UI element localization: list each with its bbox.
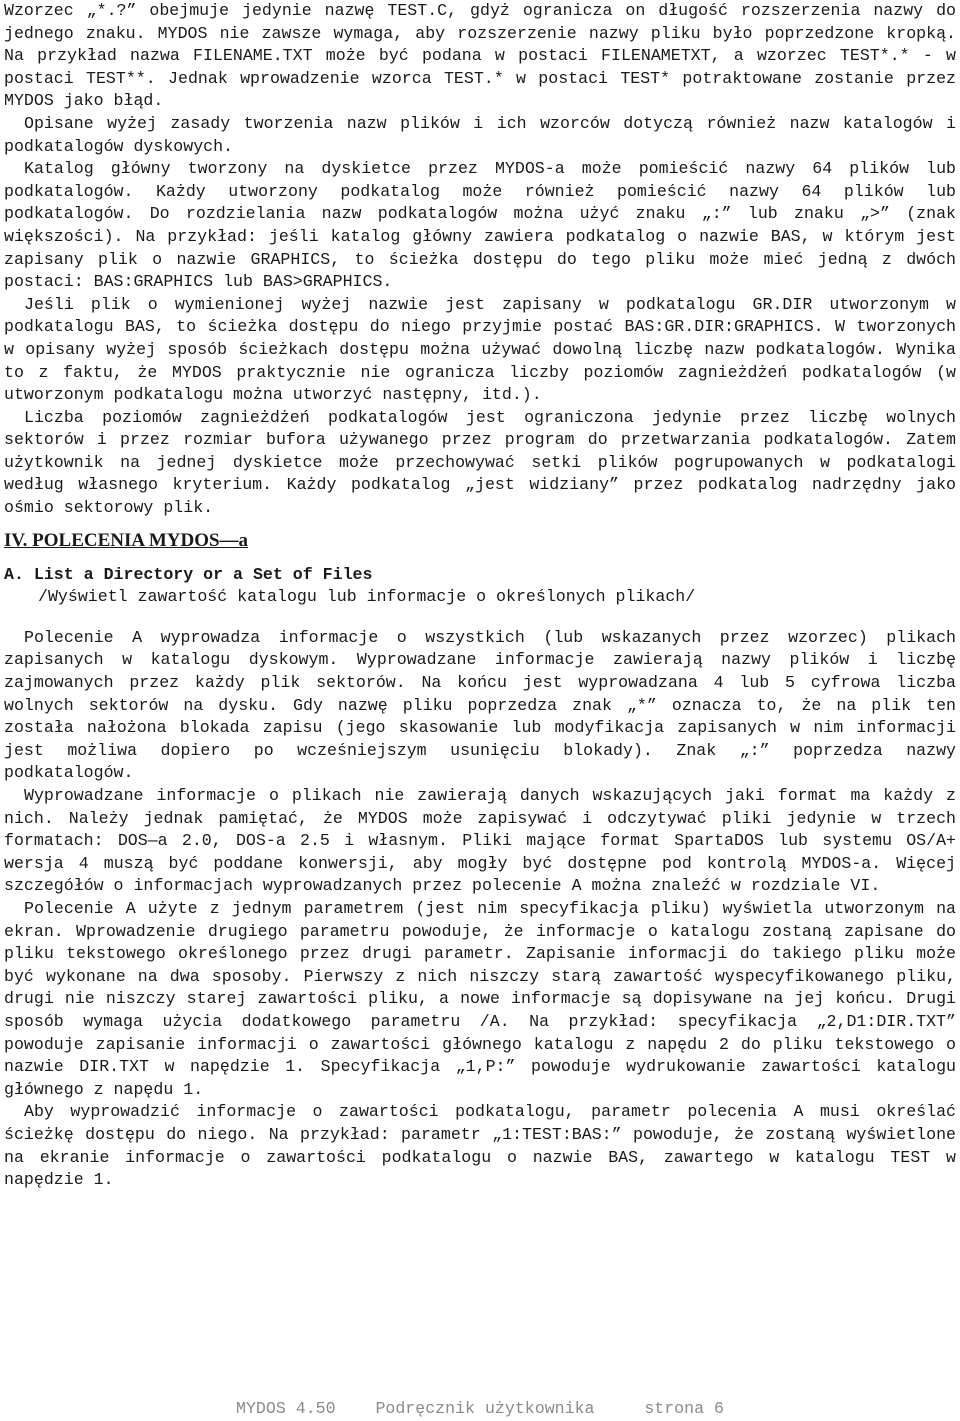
paragraph-command-a-parameters: Polecenie A użyte z jednym parametrem (jest nim specyfikacja pliku) wyświetla utworzonym na ekran. Wprowadzenie drugiego parametru powoduje, że informacje o katalogu zostaną zapisane do pliku tekstowego określonego przez drugi parametr. Zapisanie informacji do takiego pliku może być wykonane na dwa sposoby. Pierwszy z nich niszczy starą zawartość wyspecyfikowanego pliku, drugi nie niszczy starej zawartości pliku, a nowe informacje są dopisywane na jej końcu. Drugi sposób wymaga użycia dodatkowego parametru /A. Na przykład: specyfikacja „2,D1:DIR.TXT” powoduje zapisanie informacji o zawartości głównego katalogu z napędu 2 do pliku tekstowego o nazwie DIR.TXT w napędzie 1. Specyfikacja „1,P:” powoduje wydrukowanie zawartości katalogu głównego z napędu 1. (4, 898, 956, 1099)
document-page (4, 0, 956, 1192)
paragraph-nesting-levels: Liczba poziomów zagnieżdżeń podkatalogów jest ograniczona jedynie przez liczbę wolnych sektorów i przez rozmiar bufora używanego przez program do przetwarzania podkatalogów. Zatem użytkownik na jednej dyskietce może przechowywać setki plików pogrupowanych w podkatalogi według własnego kryterium. Każdy podkatalog „jest widziany” przez podkatalog nadrzędny jako ośmio sektorowy plik. (4, 407, 956, 518)
paragraph-file-formats: Wyprowadzane informacje o plikach nie zawierają danych wskazujących jaki format ma każdy z nich. Należy jednak pamiętać, że MYDOS może zapisywać i odczytywać pliki jedynie w trzech formatach: DOS—a 2.0, DOS-a 2.5 i własnym. Pliki mające format SpartaDOS lub systemu OS/A+ wersja 4 muszą być poddane konwersji, aby mogły być dostępne pod kontrolą MYDOS-a. Więcej szczegółów o informacjach wyprowadzanych przez polecenie A można znaleźć w rozdziale VI. (4, 786, 956, 896)
command-subtitle: /Wyświetl zawartość katalogu lub informacje o określonych plikach/ (38, 587, 696, 607)
footer-manual: Podręcznik użytkownika (375, 1399, 595, 1418)
paragraph-root-directory: Katalog główny tworzony na dyskietce przez MYDOS-a może pomieścić nazwy 64 plików lub podkatalogów. Każdy utworzony podkatalog może również pomieścić nazwy 64 plików lub podkatalogów. Do rozdzielania nazw podkatalogów można użyć znaku „:” lub znaku „>” (znak większości). Na przykład: jeśli katalog główny zawiera podkatalog o nazwie BAS, w którym jest zapisany plik o nazwie GRAPHICS, to ścieżka dostępu do tego pliku może mieć jedną z dwóch postaci: BAS:GRAPHICS lub BAS>GRAPHICS. (4, 159, 956, 292)
paragraph-directory-names: Opisane wyżej zasady tworzenia nazw plików i ich wzorców dotyczą również nazw katalogów i podkatalogów dyskowych. (4, 113, 956, 156)
command-title: A. List a Directory or a Set of Files (4, 564, 373, 584)
page-footer (0, 1398, 960, 1420)
paragraph-wildcard-rules: Wzorzec „*.?” obejmuje jedynie nazwę TEST.C, gdyż ogranicza on długość rozszerzenia nazwy do jednego znaku. MYDOS nie zawsze wymaga, aby rozszerzenie nazwy pliku było poprzedzone kropką. Na przykład nazwa FILENAME.TXT może być podana w postaci FILENAMETXT, a wzorzec TEST*.* - w postaci TEST**. Jednak wprowadzenie wzorca TEST.* w postaci TEST* potraktowane zostanie przez MYDOS jako błąd. (4, 1, 956, 111)
paragraph-subdirectory-path: Jeśli plik o wymienionej wyżej nazwie jest zapisany w podkatalogu GR.DIR utworzonym w podkatalogu BAS, to ścieżka dostępu do niego przyjmie postać BAS:GR.DIR:GRAPHICS. W tworzonych w opisany wyżej sposób ścieżkach dostępu można używać dowolną liczbę nazw podkatalogów. Wynika to z faktu, że MYDOS praktycznie nie ogranicza liczby poziomów zagnieżdżeń podkatalogów (w utworzonym podkatalogu można utworzyć następny, itd.). (4, 294, 956, 405)
footer-product: MYDOS 4.50 (236, 1399, 336, 1418)
footer-page-number: strona 6 (644, 1399, 724, 1418)
section-heading: IV. POLECENIA MYDOS—a (4, 529, 249, 551)
paragraph-subdirectory-listing: Aby wyprowadzić informacje o zawartości podkatalogu, parametr polecenia A musi określać ścieżkę dostępu do niego. Na przykład: parametr „1:TEST:BAS:” powoduje, że zostaną wyświetlone na ekranie informacje o zawartości podkatalogu o nazwie BAS, zawartego w katalogu TEST w napędzie 1. (4, 1102, 956, 1190)
paragraph-command-a-output: Polecenie A wyprowadza informacje o wszystkich (lub wskazanych przez wzorzec) plikach zapisanych w katalogu dyskowym. Wyprowadzane informacje zawierają nazwy plików i liczbę zajmowanych przez każdy plik sektorów. Na końcu jest wyprowadzana 4 lub 5 cyfrowa liczba wolnych sektorów na dysku. Gdy nazwę pliku poprzedza znak „*” oznacza to, że na plik ten została nałożona blokada zapisu (jego skasowanie lub modyfikacja zapisanych w nim informacji jest możliwa dopiero po wcześniejszym usunięciu blokady). Znak „:” poprzedza nazwy podkatalogów. (4, 627, 956, 783)
